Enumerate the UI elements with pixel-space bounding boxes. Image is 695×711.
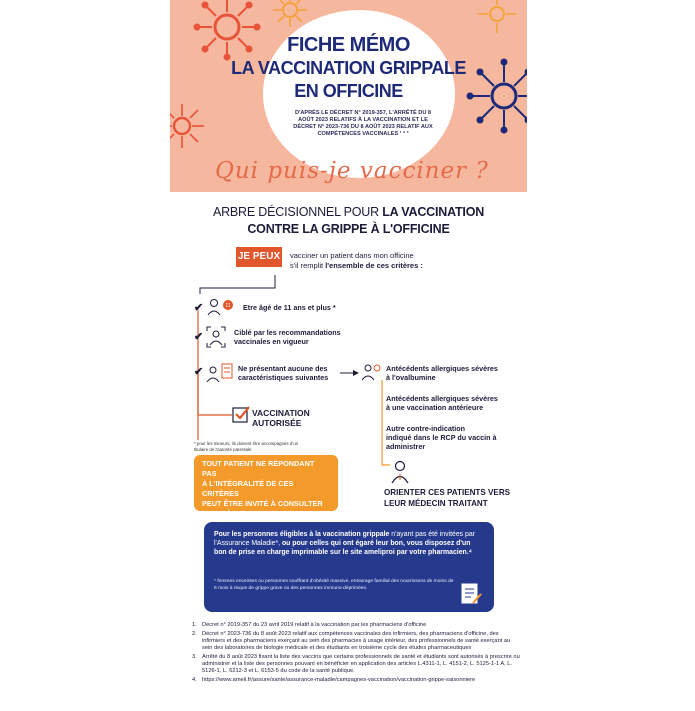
exclusion-prior-vaccination: Antécédents allergiques sévères à une vaccination antérieure bbox=[386, 394, 498, 412]
criterion-age: Etre âgé de 11 ans et plus * bbox=[243, 303, 336, 312]
title-line-1: FICHE MÉMO bbox=[287, 34, 410, 56]
virus-topright-icon bbox=[475, 0, 519, 36]
tree-heading-line-1: ARBRE DÉCISIONNEL POUR LA VACCINATION bbox=[212, 205, 485, 219]
exclusion-ovalbumine: Antécédents allergiques sévères à l'ovalbumine bbox=[386, 364, 498, 382]
virus-left-icon bbox=[170, 100, 208, 152]
title-line-2: LA VACCINATION GRIPPALE bbox=[231, 58, 466, 78]
age-11-icon bbox=[206, 298, 240, 316]
fiche-memo-poster bbox=[170, 0, 527, 711]
checklist-person-icon bbox=[206, 362, 234, 384]
check-mark-icon: ✔ bbox=[194, 366, 204, 378]
criterion-targeted: Ciblé par les recommandations vaccinales en vigueur bbox=[234, 328, 341, 346]
intro-text: vacciner un patient dans mon officine s'il remplit l'ensemble de ces critères : bbox=[290, 251, 423, 270]
doctor-icon bbox=[390, 460, 410, 484]
vaccination-authorized: VACCINATION AUTORISÉE bbox=[252, 408, 310, 428]
check-mark-icon: ✔ bbox=[194, 302, 204, 314]
ameli-link[interactable]: https://www.ameli.fr/assure/sante/assurance-maladie/campagnes-vaccination/vaccination-grippe-saisonniere bbox=[202, 677, 476, 683]
check-mark-icon: ✔ bbox=[194, 331, 204, 343]
authorized-check-icon bbox=[232, 405, 250, 423]
form-document-icon bbox=[459, 582, 483, 606]
criterion-no-characteristics: Ne présentant aucune des caractéristiques suivantes bbox=[238, 364, 329, 382]
script-question: Qui puis-je vacciner ? bbox=[215, 158, 489, 184]
eligibility-info-box bbox=[204, 522, 494, 612]
consult-doctor-box: TOUT PATIENT NE RÉPONDANT PAS À L'INTÉGRALITÉ DE CES CRITÈRES PEUT ÊTRE INVITÉ À CONSULTER SON MÉDECIN TRAITANT bbox=[194, 455, 338, 511]
tree-heading-line-2: CONTRE LA GRIPPE À L'OFFICINE bbox=[247, 222, 450, 236]
eligibility-footnote: * femmes enceintes ou personnes souffrant d'obésité massive, entourage familial des nourrissons de moins de 6 mois à risque de grippe grave ou des personnes immuno-déprimées. bbox=[214, 579, 454, 591]
target-person-icon bbox=[206, 326, 226, 348]
decree-subtitle: D'APRÈS LE DÉCRET N° 2019-357, L'ARRÊTÉ DU 8 AOÛT 2023 RELATIFS À LA VACCINATION ET LE DÉCRET N° 2023-736 DU 8 AOÛT 2023 RELATIF AUX COMPÉTENCES VACCINALES ¹ ² ³ bbox=[293, 110, 433, 137]
allergy-person-icon bbox=[360, 362, 382, 382]
title-line-3: EN OFFICINE bbox=[294, 81, 403, 101]
exclusion-other-contraindication: Autre contre-indication indiqué dans le RCP du vaccin à administrer bbox=[386, 424, 497, 451]
reference-item[interactable]: 4. https://www.ameli.fr/assure/sante/assurance-maladie/campagnes-vaccination/vaccination-grippe-saisonniere bbox=[192, 677, 476, 683]
eligibility-text: Pour les personnes éligibles à la vaccination grippale n'ayant pas été invitées par l'Assurance Maladie*, ou pour celles qui ont égaré leur bon, vous disposez d'un bon de prise en charge imprimable sur le site ameliproi par votre pharmacien.⁴ bbox=[214, 531, 475, 556]
reference-item: 2. Décret n° 2023-736 du 8 août 2023 relatif aux compétences vaccinales des infirmiers, des pharmaciens d'officine, des infirmiers et des pharmaciens exerçant au sein des pharmacies à usage intérieur, des professionnels de santé exerçant au sein des laboratoires de biologie médicale et des étudiants en troisième cycle des études pharmaceutiques bbox=[192, 631, 511, 651]
reference-item: 1. Décret n° 2019-357 du 23 avril 2019 relatif à la vaccination par les pharmaciens d'officine bbox=[192, 622, 427, 628]
references-list bbox=[192, 622, 522, 686]
je-peux-badge: JE PEUX bbox=[236, 247, 282, 267]
svg-text:11: 11 bbox=[225, 303, 231, 309]
hero-banner bbox=[170, 0, 527, 192]
minor-note: * pour les mineurs, ils doivent être accompagnés d'un titulaire de l'autorité parentale bbox=[194, 441, 299, 452]
reference-item: 3. Arrêté du 8 août 2023 fixant la liste des vaccins que certains professionnels de santé et étudiants sont autorisés à prescrire ou administrer et la liste des personnes pouvant en bénéficier en application des articles L.4311-1, L. 4151-2, L. 5125-1-1 A, L. 5126-1, L. 6212-3 et L. 6153-5 du code de la santé publique. bbox=[192, 654, 520, 674]
orient-patients: ORIENTER CES PATIENTS VERS LEUR MÉDECIN TRAITANT bbox=[384, 488, 511, 508]
